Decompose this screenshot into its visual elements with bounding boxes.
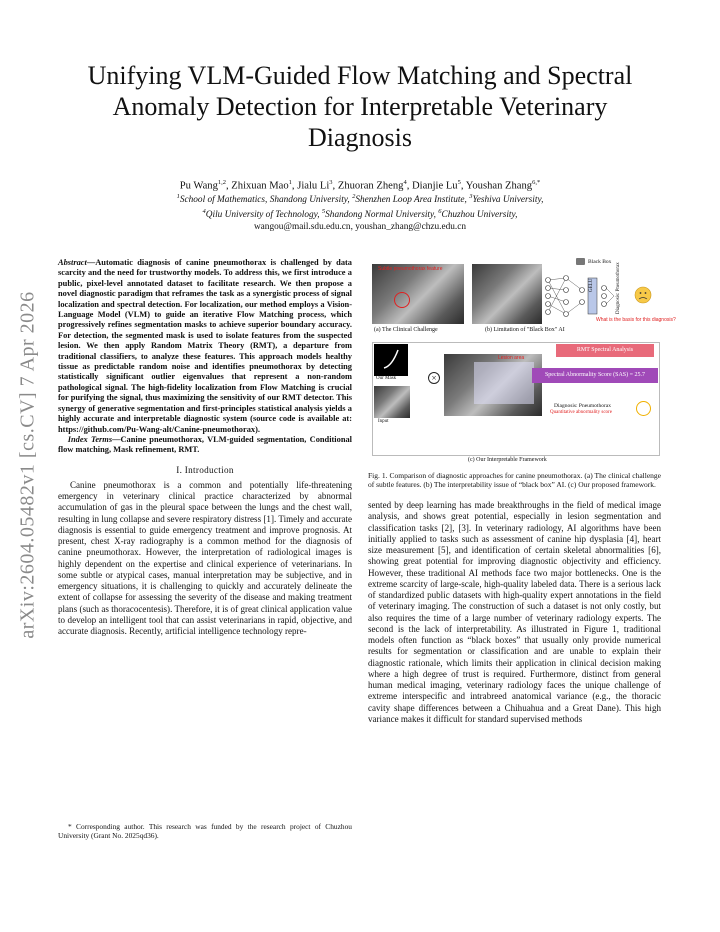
abstract	[58, 258, 352, 435]
index-terms-label: Index Terms	[67, 434, 113, 444]
left-column	[58, 258, 352, 637]
intro-paragraph-right: sented by deep learning has made breakthroughs in the field of medical image analysis, and shows great potential, especially in lesion segmentation and classification tasks [2], [3]. In veterinary radiology, AI algorithms have been initially applied to tasks such as assessment of canine hip dysplasia [4], heart size measurement [5], and identification of certain skeletal abnormalities [6], showing great potential for improving diagnostic objectivity and efficiency. However, these traditional AI methods face two major bottlenecks. One is the extreme scarcity of large-scale, high-quality labeled data. There is a serious lack of standardized public datasets with high-quality expert annotations in the field of veterinary imaging. The construction of such a dataset is not only costly, but also requires the time of a large number of veterinary radiology experts. The second is the lack of interpretability. As illustrated in Figure 1, traditional models often function as “black boxes” that usually only provide numerical results for segmentation or classification and are unable to explain their diagnostic rationale, which limits their application in clinical decision making where a high degree of trust is required. Furthermore, distinct from general human medical imaging, veterinary radiology faces the unique challenge of extreme interspecific and intrabreed anatomical variance (e.g., the thoracic cavity shape differences between a Chihuahua and a Great Dane). This high variance makes it difficult for standard supervised methods	[368, 500, 661, 724]
lesion-overlay	[474, 362, 534, 404]
lesion-circle	[394, 292, 410, 308]
affiliation-line-1: $^1$School of Mathematics, Shandong University, $^2$Shenzhen Loop Area Institute, $^3$Yeshiva University,	[176, 193, 544, 206]
gelu-label: GELU	[589, 278, 594, 292]
mask-image	[374, 344, 408, 376]
multiply-icon: ×	[428, 372, 440, 384]
affiliations	[60, 191, 660, 233]
affiliation-line-2: $^4$Qilu University of Technology, $^5$Shandong Normal University, $^6$Chuzhou University,	[202, 208, 518, 221]
abstract-text: —Automatic diagnosis of canine pneumothorax is challenged by data scarcity and the need for trustworthy models. To address this, we first introduce a public, pixel-level annotated dataset to facilitate research. We then propose a novel diagnostic paradigm that reframes the task as a synergistic process of signal localization and spectral detection. For localization, our method employs a Vision-Language Model (VLM) to guide an iterative Flow Matching process, which progressively refines segmentation masks to achieve superior boundary accuracy. For detection, the segmented mask is used to isolate features from the suspected lesion. We then apply Random Matrix Theory (RMT), a departure from traditional classifiers, to analyze these features. This approach models healthy tissue as predictable random noise and identifies pneumothorax by detecting statistically significant outlier eigenvalues that represent a non-random pathological signal. The high-fidelity localization from Flow Matching is crucial for purifying the signal, thus maximizing the sensitivity of our RMT detector. This synergy of generative segmentation and first-principles statistical analysis yields a highly accurate and interpretable diagnostic system (source code is available at: https://github.com/Pu-Wang-alt/Canine-pneumothorax).	[58, 258, 352, 434]
section-heading: I. Introduction	[176, 464, 234, 475]
black-box-label: Black Box	[588, 259, 612, 265]
index-terms	[58, 435, 352, 456]
quantitative-score-label: Quantitative abnormality score	[550, 410, 612, 415]
index-terms-text: —Canine pneumothorax, VLM-guided segmentation, Conditional flow matching, Mask refinement, RMT.	[58, 434, 352, 455]
paper-title: Unifying VLM-Guided Flow Matching and Spectral Anomaly Detection for Interpretable Veterinary Diagnosis	[87, 61, 633, 152]
briefcase-icon	[576, 258, 585, 265]
smile-icon	[636, 401, 651, 416]
figure-caption: Fig. 1. Comparison of diagnostic approaches for canine pneumothorax. (a) The clinical challenge of subtle features. (b) The interpretability issue of “black box” AI. (c) Our proposed framework.	[368, 471, 661, 490]
footnote: * Corresponding author. This research was funded by the research project of Chuzhou University (Grant No. 2025qd36).	[58, 822, 352, 840]
xray-image-b	[472, 264, 542, 324]
basis-question: What is the basis for this diagnosis?	[596, 317, 676, 323]
abstract-label: Abstract	[58, 258, 87, 267]
diagnosis-result: Diagnosis: Pneumothorax	[554, 403, 611, 409]
diagnosis-vertical-label: Diagnosis: Pneumothorax	[616, 262, 621, 314]
rmt-analysis-box: RMT Spectral Analysis	[556, 344, 654, 357]
arxiv-id: arXiv:2604.05482v1 [cs.CV] 7 Apr 2026	[16, 291, 39, 639]
figure-label-c: (c) Our Interpretable Framework	[468, 457, 547, 463]
input-xray	[374, 386, 410, 418]
intro-paragraph-left: Canine pneumothorax is a common and potentially life-threatening emergency in veterinary clinical practice characterized by abnormal accumulation of gas in the pleural space between the lungs and the chest wall, resulting in lung collapse and severe respiratory distress [1]. Timely and accurate diagnosis is essential to guide emergency treatment and improve prognosis. At present, chest X-ray radiography is a common method for the diagnosis of canine pneumothorax. However, the interpretation of radiological images is highly dependent on the expertise and clinical experience of veterinarians. In some subtle or atypical cases, manual interpretation may be subjective, and in emergency situations, it is challenging to quickly and accurately delineate the extent of collapse for assessing the severity of the disease and making treatment plans (such as thoracocentesis). Therefore, it is of great clinical application value to develop an intelligent tool that can assist veterinarians in rapid, objective, and accurate diagnosis. Recently, artificial intelligence technology repre-	[58, 479, 352, 637]
figure-1	[368, 258, 676, 466]
sas-box: Spectral Abnormality Score (SAS) = 25.7	[532, 368, 658, 383]
our-mask-label: Our Mask	[376, 376, 397, 381]
input-label: Input	[378, 419, 389, 424]
author-emails: wangou@mail.sdu.edu.cn, youshan_zhang@chzu.edu.cn	[253, 222, 467, 233]
lesion-area-label: Lesion area	[498, 355, 525, 361]
authors: Pu Wang$^{1,2}$, Zhixuan Mao$^1$, Jialu Li$^3$, Zhuoran Zheng$^4$, Dianjie Lu$^5$, Youshan Zhang$^{6,*}$	[179, 179, 541, 192]
right-column	[368, 500, 661, 725]
figure-label-b: (b) Limitation of "Black Box" AI	[485, 327, 565, 333]
figure-label-a: (a) The Clinical Challenge	[374, 327, 438, 333]
xray-image-a	[372, 264, 464, 324]
subtle-feature-note: Subtle pneumothorax feature	[378, 266, 443, 272]
arxiv-sidebar	[10, 255, 46, 675]
